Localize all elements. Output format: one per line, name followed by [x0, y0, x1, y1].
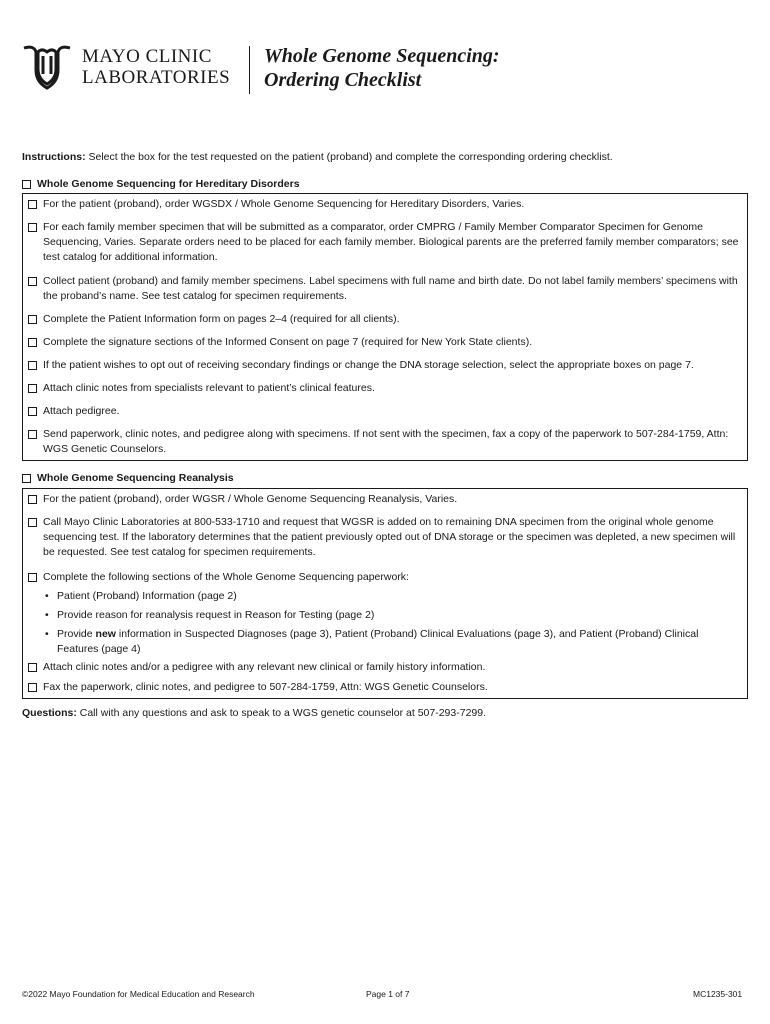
checklist-item: Complete the Patient Information form on pages 2–4 (required for all clients).: [28, 312, 741, 327]
section-hereditary-title: Whole Genome Sequencing for Hereditary Disorders: [37, 178, 300, 190]
item-checkbox[interactable]: [28, 384, 37, 393]
questions-label: Questions:: [22, 707, 77, 719]
item-checkbox[interactable]: [28, 277, 37, 286]
questions-text: Call with any questions and ask to speak to a WGS genetic counselor at 507-293-7299.: [76, 707, 487, 719]
list-item: • Patient (Proband) Information (page 2): [43, 589, 741, 604]
item-checkbox[interactable]: [28, 430, 37, 439]
checklist-item: Attach clinic notes and/or a pedigree with any relevant new clinical or family history information.: [28, 660, 741, 675]
section-reanalysis-checkbox[interactable]: [22, 474, 31, 483]
list-item: • Provide reason for reanalysis request in Reason for Testing (page 2): [43, 608, 741, 623]
section-reanalysis-title: Whole Genome Sequencing Reanalysis: [37, 472, 234, 484]
footer-page-number: Page 1 of 7: [366, 989, 410, 999]
item-checkbox[interactable]: [28, 315, 37, 324]
questions: [22, 707, 742, 720]
document-title: [264, 44, 500, 92]
section-hereditary-checkbox[interactable]: [22, 180, 31, 189]
item-checkbox[interactable]: [28, 361, 37, 370]
page-header: [22, 40, 742, 96]
item-checkbox[interactable]: [28, 495, 37, 504]
logo-wordmark: [82, 46, 230, 88]
checklist-item: Collect patient (proband) and family member specimens. Label specimens with full name and birth date. Do not label family members’ specimens with the proband’s name. See test catalog for specimen requirements.: [28, 274, 741, 304]
checklist-item: For the patient (proband), order WGSR / Whole Genome Sequencing Reanalysis, Varies.: [28, 492, 741, 507]
instructions-text: Select the box for the test requested on the patient (proband) and complete the corresponding ordering checklist.: [85, 151, 613, 163]
item-checkbox[interactable]: [28, 573, 37, 582]
header-divider: [249, 46, 250, 94]
checklist-item: For the patient (proband), order WGSDX / Whole Genome Sequencing for Hereditary Disorders, Varies.: [28, 197, 741, 212]
footer-copyright: ©2022 Mayo Foundation for Medical Education and Research: [22, 989, 255, 999]
item-checkbox[interactable]: [28, 518, 37, 527]
logo-line-2: LABORATORIES: [82, 67, 231, 88]
item-checkbox[interactable]: [28, 683, 37, 692]
mayo-shield-logo-icon: [22, 44, 72, 90]
checklist-item: Fax the paperwork, clinic notes, and pedigree to 507-284-1759, Attn: WGS Genetic Counselors.: [28, 680, 741, 695]
section-reanalysis-header: [22, 472, 234, 485]
instructions: [22, 151, 742, 164]
checklist-item: Send paperwork, clinic notes, and pedigree along with specimens. If not sent with the specimen, fax a copy of the paperwork to 507-284-1759, Attn: WGS Genetic Counselors.: [28, 427, 741, 457]
paperwork-sections-list: [43, 589, 741, 657]
checklist-item: Complete the signature sections of the Informed Consent on page 7 (required for New York State clients).: [28, 335, 741, 350]
section-hereditary-checklist: [22, 193, 748, 461]
footer-form-code: MC1235-301: [693, 989, 743, 999]
title-line-2: Ordering Checklist: [264, 69, 422, 91]
title-line-1: Whole Genome Sequencing:: [264, 45, 500, 67]
item-checkbox[interactable]: [28, 338, 37, 347]
list-item: • Provide new information in Suspected Diagnoses (page 3), Patient (Proband) Clinical Evaluations (page 3), and Patient (Proband) Clinical Features (page 4): [43, 627, 741, 657]
item-checkbox[interactable]: [28, 200, 37, 209]
item-checkbox[interactable]: [28, 223, 37, 232]
logo-line-1: MAYO CLINIC: [82, 46, 212, 67]
instructions-label: Instructions:: [22, 151, 86, 163]
checklist-item: Call Mayo Clinic Laboratories at 800-533-1710 and request that WGSR is added on to remaining DNA specimen from the original whole genome sequencing test. If the laboratory determines that the patient previously opted out of DNA storage or the specimen was depleted, a new specimen will be requested. See test catalog for specimen requirements.: [28, 515, 741, 560]
checklist-item: Complete the following sections of the Whole Genome Sequencing paperwork: • Patient (Proband) Information (page 2) • Provide reason for reanalysis request in Reason for Testing (page 2) • Provide new information in Suspected Diagnoses (page 3), Patient (Proband) Clinical Evaluations (page 3), and Patient (Proband) Clinical Features (page 4): [28, 570, 741, 657]
item-checkbox[interactable]: [28, 663, 37, 672]
checklist-item: Attach pedigree.: [28, 404, 741, 419]
checklist-item: For each family member specimen that will be submitted as a comparator, order CMPRG / Family Member Comparator Specimen for Genome Sequencing, Varies. Separate orders need to be placed for each family member. Biological parents are the preferred family member comparators; see test catalog for additional information.: [28, 220, 741, 265]
section-reanalysis-checklist: [22, 488, 748, 699]
section-hereditary-header: [22, 178, 300, 191]
checklist-item: If the patient wishes to opt out of receiving secondary findings or change the DNA storage selection, select the appropriate boxes on page 7.: [28, 358, 741, 373]
checklist-item: Attach clinic notes from specialists relevant to patient’s clinical features.: [28, 381, 741, 396]
item-checkbox[interactable]: [28, 407, 37, 416]
